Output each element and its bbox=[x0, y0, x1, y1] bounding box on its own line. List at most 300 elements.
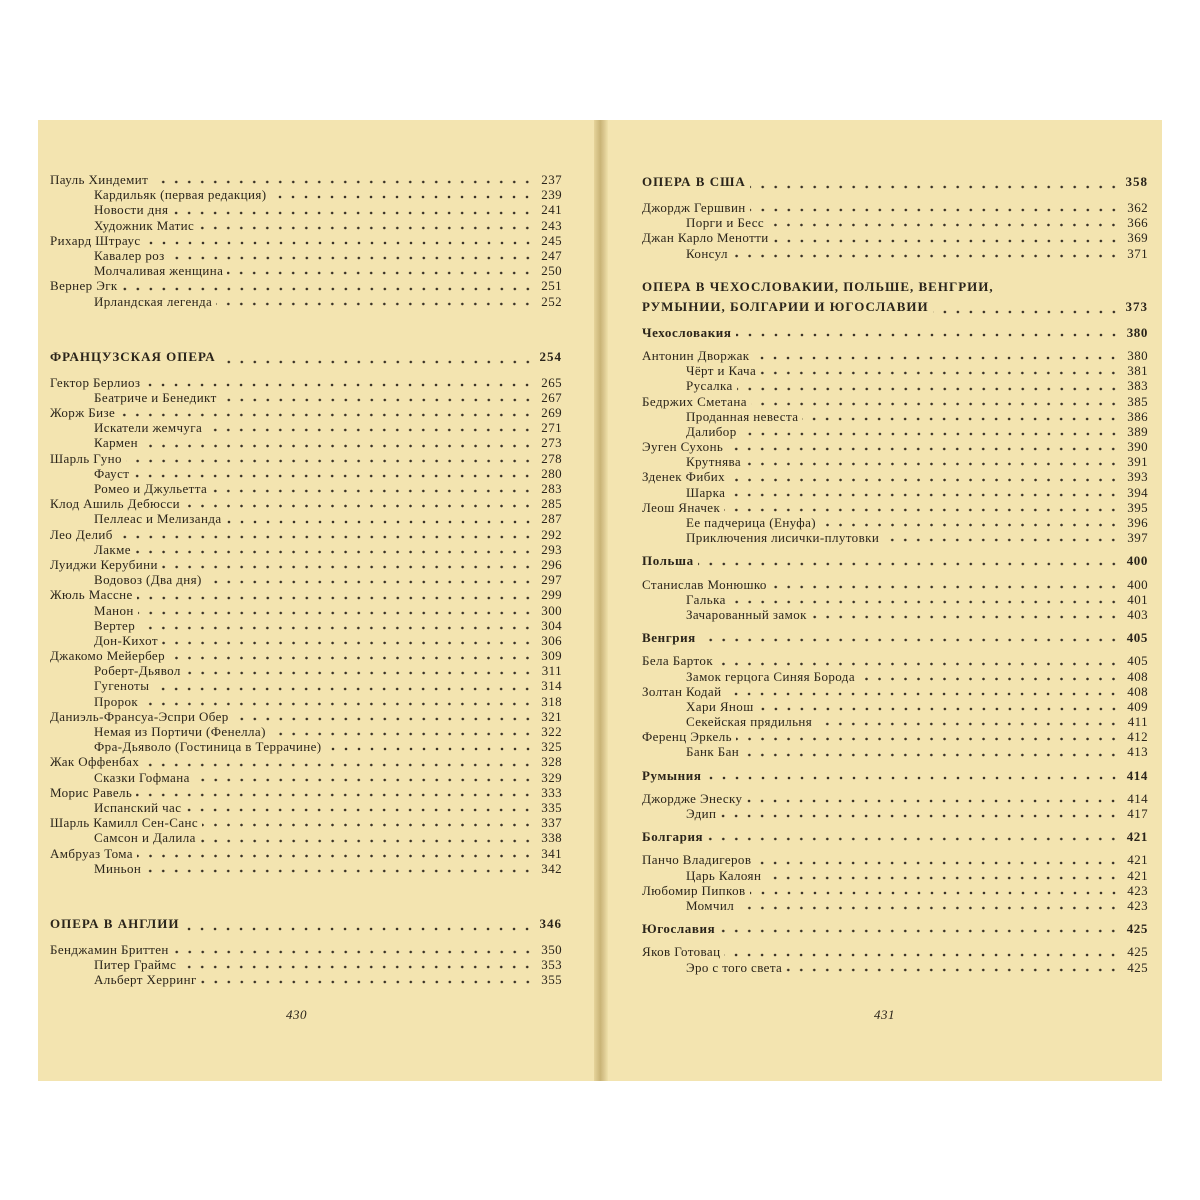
entry-title: Водовоз (Два дня) bbox=[94, 572, 202, 588]
toc-composer-entry bbox=[642, 684, 1148, 699]
toc-section-heading bbox=[642, 297, 1148, 317]
section-spacer bbox=[642, 545, 1148, 553]
entry-page-number: 396 bbox=[1127, 515, 1148, 530]
dot-leader bbox=[736, 737, 1120, 741]
toc-opera-entry bbox=[642, 530, 1148, 545]
table-of-contents-right bbox=[642, 172, 1148, 975]
entry-page-number: 421 bbox=[1127, 852, 1148, 868]
dot-leader bbox=[136, 793, 534, 797]
entry-page-number: 408 bbox=[1127, 668, 1148, 684]
entry-page-number: 247 bbox=[541, 247, 562, 263]
entry-page-number: 328 bbox=[541, 754, 562, 770]
entry-page-number: 322 bbox=[541, 724, 562, 739]
entry-title: Джордж Гершвин bbox=[642, 200, 746, 215]
entry-title: Станислав Монюшко bbox=[642, 576, 767, 592]
dot-leader bbox=[202, 823, 534, 827]
entry-page-number: 265 bbox=[541, 374, 562, 390]
dot-leader bbox=[326, 747, 535, 751]
dot-leader bbox=[200, 839, 534, 843]
dot-leader bbox=[765, 876, 1120, 880]
toc-opera-entry bbox=[50, 770, 562, 785]
entry-page-number: 421 bbox=[1126, 829, 1148, 845]
toc-opera-entry bbox=[642, 246, 1148, 261]
dot-leader bbox=[172, 211, 534, 215]
entry-page-number: 341 bbox=[541, 845, 562, 861]
toc-opera-entry bbox=[50, 972, 562, 987]
entry-page-number: 297 bbox=[541, 572, 562, 588]
entry-title: Ее падчерица (Енуфа) bbox=[686, 515, 816, 530]
dot-leader bbox=[162, 565, 534, 569]
entry-page-number: 425 bbox=[1127, 959, 1148, 975]
toc-composer-entry bbox=[50, 405, 562, 420]
dot-leader bbox=[698, 562, 1120, 566]
entry-page-number: 329 bbox=[541, 769, 562, 785]
entry-title: Вернер Эгк bbox=[50, 278, 118, 294]
entry-title: Бедржих Сметана bbox=[642, 393, 747, 409]
section-spacer bbox=[642, 317, 1148, 325]
toc-opera-entry bbox=[50, 511, 562, 526]
dot-leader bbox=[270, 195, 534, 199]
dot-leader bbox=[745, 462, 1120, 466]
section-spacer bbox=[50, 309, 562, 347]
section-spacer bbox=[642, 622, 1148, 630]
entry-page-number: 400 bbox=[1127, 576, 1148, 592]
entry-title: Вертер bbox=[94, 617, 136, 633]
entry-title: Антонин Дворжак bbox=[642, 347, 750, 363]
entry-page-number: 405 bbox=[1127, 653, 1148, 669]
entry-page-number: 304 bbox=[541, 617, 562, 633]
toc-opera-entry bbox=[642, 898, 1148, 913]
toc-opera-entry bbox=[50, 618, 562, 633]
entry-page-number: 409 bbox=[1127, 698, 1148, 714]
dot-leader bbox=[139, 626, 534, 630]
entry-page-number: 425 bbox=[1126, 921, 1148, 937]
entry-title: Крутнява bbox=[686, 454, 742, 470]
toc-composer-entry bbox=[642, 200, 1148, 215]
section-spacer bbox=[642, 936, 1148, 944]
entry-page-number: 250 bbox=[541, 263, 562, 279]
entry-page-number: 287 bbox=[541, 511, 562, 527]
entry-page-number: 373 bbox=[1125, 298, 1148, 314]
toc-composer-entry bbox=[642, 500, 1148, 515]
dot-leader bbox=[220, 360, 534, 364]
entry-page-number: 314 bbox=[541, 678, 562, 694]
entry-page-number: 358 bbox=[1125, 174, 1148, 189]
entry-title: Лакме bbox=[94, 541, 131, 557]
book-gutter bbox=[594, 120, 608, 1081]
entry-page-number: 397 bbox=[1127, 530, 1148, 546]
entry-title: Клод Ашиль Дебюсси bbox=[50, 496, 180, 512]
section-spacer bbox=[642, 783, 1148, 791]
toc-opera-entry bbox=[642, 669, 1148, 684]
entry-page-number: 325 bbox=[541, 739, 562, 755]
dot-leader bbox=[142, 444, 534, 448]
entry-page-number: 300 bbox=[541, 602, 562, 618]
toc-composer-entry bbox=[50, 527, 562, 542]
entry-page-number: 366 bbox=[1127, 215, 1148, 231]
dot-leader bbox=[133, 474, 534, 478]
entry-title: Джакомо Мейербер bbox=[50, 648, 166, 664]
entry-title: Манон bbox=[94, 602, 134, 618]
toc-opera-entry bbox=[50, 202, 562, 217]
entry-title: Русалка bbox=[686, 378, 733, 394]
entry-page-number: 254 bbox=[539, 348, 562, 364]
entry-page-number: 252 bbox=[541, 293, 562, 309]
entry-title: Хари Янош bbox=[686, 698, 754, 714]
toc-composer-entry bbox=[50, 785, 562, 800]
dot-leader bbox=[270, 732, 534, 736]
entry-title: Роберт-Дьявол bbox=[94, 663, 181, 679]
dot-leader bbox=[138, 611, 534, 615]
toc-composer-entry bbox=[50, 648, 562, 663]
toc-country-heading bbox=[642, 553, 1148, 568]
toc-country-heading bbox=[642, 325, 1148, 340]
toc-opera-entry bbox=[50, 694, 562, 709]
dot-leader bbox=[122, 287, 534, 291]
entry-title: Порги и Бесс bbox=[686, 215, 765, 231]
dot-leader bbox=[144, 383, 534, 387]
toc-composer-entry bbox=[642, 469, 1148, 484]
entry-title: Питер Граймс bbox=[94, 957, 177, 973]
dot-leader bbox=[755, 861, 1120, 865]
section-spacer bbox=[642, 569, 1148, 577]
entry-title: Секейская прядильня bbox=[686, 714, 813, 730]
dot-leader bbox=[746, 799, 1120, 803]
entry-page-number: 269 bbox=[541, 405, 562, 421]
entry-page-number: 280 bbox=[541, 465, 562, 481]
toc-composer-entry bbox=[642, 729, 1148, 744]
section-spacer bbox=[642, 844, 1148, 852]
entry-page-number: 350 bbox=[541, 941, 562, 957]
entry-page-number: 335 bbox=[541, 799, 562, 815]
toc-composer-entry bbox=[642, 944, 1148, 959]
toc-composer-entry bbox=[50, 815, 562, 830]
entry-title: Эуген Сухонь bbox=[642, 439, 724, 455]
entry-title: Кавалер роз bbox=[94, 247, 165, 263]
entry-title: Альберт Херринг bbox=[94, 972, 197, 988]
entry-page-number: 285 bbox=[541, 496, 562, 512]
section-spacer bbox=[50, 367, 562, 375]
dot-leader bbox=[771, 585, 1120, 589]
entry-page-number: 267 bbox=[541, 389, 562, 405]
entry-page-number: 311 bbox=[541, 663, 562, 679]
dot-leader bbox=[185, 671, 534, 675]
toc-opera-entry bbox=[50, 390, 562, 405]
toc-section-heading bbox=[50, 914, 562, 934]
dot-leader bbox=[227, 271, 534, 275]
toc-composer-entry bbox=[642, 883, 1148, 898]
dot-leader bbox=[724, 953, 1120, 957]
dot-leader bbox=[760, 371, 1120, 375]
dot-leader bbox=[773, 239, 1120, 243]
toc-opera-entry bbox=[50, 420, 562, 435]
dot-leader bbox=[169, 656, 534, 660]
entry-title: Польша bbox=[642, 553, 694, 569]
entry-page-number: 337 bbox=[541, 815, 562, 831]
entry-title: Ромео и Джульетта bbox=[94, 481, 208, 496]
entry-page-number: 296 bbox=[541, 556, 562, 572]
entry-title: Далибор bbox=[686, 423, 737, 439]
entry-page-number: 346 bbox=[539, 915, 562, 931]
entry-page-number: 309 bbox=[541, 648, 562, 664]
dot-leader bbox=[143, 763, 534, 767]
dot-leader bbox=[724, 508, 1120, 512]
toc-section-heading-line bbox=[642, 277, 1148, 297]
dot-leader bbox=[126, 459, 534, 463]
toc-country-heading bbox=[642, 768, 1148, 783]
dot-leader bbox=[859, 677, 1120, 681]
toc-composer-entry bbox=[50, 451, 562, 466]
toc-composer-entry bbox=[50, 709, 562, 724]
section-spacer bbox=[50, 876, 562, 914]
entry-page-number: 403 bbox=[1127, 606, 1148, 622]
toc-composer-entry bbox=[642, 577, 1148, 592]
table-of-contents-left bbox=[50, 172, 562, 987]
entry-page-number: 245 bbox=[541, 232, 562, 248]
toc-composer-entry bbox=[50, 233, 562, 248]
toc-opera-entry bbox=[642, 699, 1148, 714]
page-number-right: 431 bbox=[874, 1007, 895, 1022]
entry-title: Лео Делиб bbox=[50, 526, 113, 542]
toc-composer-entry bbox=[50, 496, 562, 511]
entry-title: Даниэль-Франсуа-Эспри Обер bbox=[50, 708, 229, 724]
entry-page-number: 394 bbox=[1127, 484, 1148, 500]
entry-page-number: 380 bbox=[1126, 324, 1148, 340]
entry-title: Зачарованный замок bbox=[686, 606, 807, 622]
entry-page-number: 390 bbox=[1127, 439, 1148, 455]
entry-page-number: 278 bbox=[541, 450, 562, 466]
entry-title: Консул bbox=[686, 245, 728, 261]
toc-opera-entry bbox=[50, 572, 562, 587]
toc-section-heading bbox=[642, 172, 1148, 192]
dot-leader bbox=[743, 753, 1120, 757]
dot-leader bbox=[753, 356, 1120, 360]
toc-opera-entry bbox=[50, 739, 562, 754]
entry-page-number: 362 bbox=[1127, 200, 1148, 215]
entry-title: Дон-Кихот bbox=[94, 632, 158, 648]
entry-page-number: 273 bbox=[541, 435, 562, 451]
entry-page-number: 411 bbox=[1127, 714, 1148, 730]
entry-title: Царь Калоян bbox=[686, 867, 762, 883]
toc-opera-entry bbox=[642, 363, 1148, 378]
entry-title: Жак Оффенбах bbox=[50, 754, 140, 770]
entry-page-number: 371 bbox=[1127, 245, 1148, 261]
entry-title: Проданная невеста bbox=[686, 408, 799, 424]
dot-leader bbox=[811, 615, 1120, 619]
toc-opera-entry bbox=[50, 187, 562, 202]
entry-title: ОПЕРА В АНГЛИИ bbox=[50, 915, 180, 931]
entry-page-number: 414 bbox=[1127, 790, 1148, 806]
entry-page-number: 380 bbox=[1127, 347, 1148, 363]
dot-leader bbox=[206, 428, 534, 432]
left-page bbox=[38, 120, 594, 1081]
toc-opera-entry bbox=[642, 714, 1148, 729]
entry-page-number: 425 bbox=[1127, 944, 1148, 960]
entry-page-number: 292 bbox=[541, 526, 562, 542]
entry-title: Пеллеас и Мелизанда bbox=[94, 511, 222, 527]
entry-page-number: 333 bbox=[541, 784, 562, 800]
entry-title: Рихард Штраус bbox=[50, 232, 141, 248]
dot-leader bbox=[725, 692, 1120, 696]
dot-leader bbox=[768, 223, 1120, 227]
entry-page-number: 237 bbox=[541, 172, 562, 187]
dot-leader bbox=[173, 950, 534, 954]
toc-opera-entry bbox=[642, 378, 1148, 393]
toc-composer-entry bbox=[50, 375, 562, 390]
entry-title: Эро с того света bbox=[686, 959, 783, 975]
entry-title: Новости дня bbox=[94, 202, 169, 218]
entry-page-number: 395 bbox=[1127, 499, 1148, 515]
dot-leader bbox=[750, 208, 1120, 212]
entry-title: Джордже Энеску bbox=[642, 790, 743, 806]
toc-country-heading bbox=[642, 630, 1148, 645]
entry-title: Шарль Камилл Сен-Санс bbox=[50, 815, 199, 831]
toc-section-heading bbox=[50, 347, 562, 367]
entry-title: Искатели жемчуга bbox=[94, 420, 203, 436]
dot-leader bbox=[802, 417, 1120, 421]
dot-leader bbox=[185, 808, 534, 812]
entry-title: Миньон bbox=[94, 860, 142, 876]
dot-leader bbox=[152, 180, 534, 184]
toc-composer-entry bbox=[50, 846, 562, 861]
entry-title: Замок герцога Синяя Борода bbox=[686, 668, 855, 684]
entry-title: Галька bbox=[686, 591, 726, 607]
entry-page-number: 338 bbox=[541, 830, 562, 846]
toc-opera-entry bbox=[50, 435, 562, 450]
dot-leader bbox=[729, 493, 1120, 497]
toc-opera-entry bbox=[642, 592, 1148, 607]
toc-opera-entry bbox=[50, 263, 562, 278]
dot-leader bbox=[142, 702, 534, 706]
dot-leader bbox=[736, 333, 1120, 337]
toc-opera-entry bbox=[50, 542, 562, 557]
dot-leader bbox=[820, 523, 1120, 527]
entry-title: Морис Равель bbox=[50, 784, 133, 800]
section-spacer bbox=[642, 821, 1148, 829]
toc-country-heading bbox=[642, 829, 1148, 844]
dot-leader bbox=[707, 837, 1120, 841]
open-book bbox=[38, 120, 1162, 1081]
entry-title: Немая из Портичи (Фенелла) bbox=[94, 724, 266, 739]
entry-title: Приключения лисички-плутовки bbox=[686, 530, 880, 546]
entry-title: Испанский час bbox=[94, 799, 182, 815]
dot-leader bbox=[117, 535, 534, 539]
entry-page-number: 400 bbox=[1126, 553, 1148, 569]
entry-title: Ференц Эркель bbox=[642, 729, 732, 745]
dot-leader bbox=[729, 478, 1120, 482]
entry-title: Чёрт и Кача bbox=[686, 363, 757, 379]
toc-opera-entry bbox=[50, 830, 562, 845]
entry-page-number: 321 bbox=[541, 708, 562, 724]
dot-leader bbox=[226, 520, 534, 524]
entry-page-number: 423 bbox=[1127, 882, 1148, 898]
dot-leader bbox=[201, 980, 534, 984]
entry-title: Любомир Пипков bbox=[642, 882, 746, 898]
entry-title: Панчо Владигеров bbox=[642, 852, 752, 868]
dot-leader bbox=[730, 600, 1120, 604]
entry-page-number: 417 bbox=[1127, 806, 1148, 821]
entry-title: Шарль Гуно bbox=[50, 450, 122, 466]
section-spacer bbox=[642, 192, 1148, 200]
entry-page-number: 241 bbox=[541, 202, 562, 218]
entry-title: ФРАНЦУЗСКАЯ ОПЕРА bbox=[50, 348, 216, 364]
toc-composer-entry bbox=[50, 278, 562, 293]
dot-leader bbox=[700, 638, 1120, 642]
toc-composer-entry bbox=[50, 587, 562, 602]
entry-title: Кардильяк (первая редакция) bbox=[94, 187, 267, 203]
dot-leader bbox=[737, 387, 1120, 391]
dot-leader bbox=[180, 965, 534, 969]
dot-leader bbox=[198, 226, 534, 230]
dot-leader bbox=[183, 927, 534, 931]
dot-leader bbox=[751, 402, 1120, 406]
toc-opera-entry bbox=[50, 481, 562, 496]
toc-opera-entry bbox=[642, 409, 1148, 424]
entry-title: Югославия bbox=[642, 921, 716, 937]
dot-leader bbox=[732, 254, 1120, 258]
section-spacer bbox=[642, 340, 1148, 348]
toc-opera-entry bbox=[50, 248, 562, 263]
toc-opera-entry bbox=[50, 294, 562, 309]
toc-opera-entry bbox=[642, 454, 1148, 469]
toc-composer-entry bbox=[50, 557, 562, 572]
toc-opera-entry bbox=[50, 466, 562, 481]
entry-page-number: 293 bbox=[541, 541, 562, 557]
section-spacer bbox=[642, 645, 1148, 653]
dot-leader bbox=[145, 241, 534, 245]
entry-page-number: 243 bbox=[541, 217, 562, 233]
section-spacer bbox=[642, 760, 1148, 768]
section-spacer bbox=[642, 913, 1148, 921]
dot-leader bbox=[211, 489, 534, 493]
toc-opera-entry bbox=[50, 603, 562, 618]
entry-page-number: 421 bbox=[1127, 867, 1148, 883]
toc-opera-entry bbox=[642, 806, 1148, 821]
entry-title: ОПЕРА В США bbox=[642, 174, 746, 189]
entry-title: Шарка bbox=[686, 484, 726, 500]
dot-leader bbox=[221, 398, 534, 402]
entry-page-number: 353 bbox=[541, 957, 562, 973]
entry-page-number: 413 bbox=[1127, 744, 1148, 760]
entry-page-number: 383 bbox=[1127, 378, 1148, 394]
toc-composer-entry bbox=[642, 394, 1148, 409]
dot-leader bbox=[750, 185, 1120, 189]
entry-title: Яков Готовац bbox=[642, 944, 721, 960]
toc-opera-entry bbox=[50, 633, 562, 648]
dot-leader bbox=[758, 707, 1120, 711]
dot-leader bbox=[184, 504, 534, 508]
entry-page-number: 423 bbox=[1127, 897, 1148, 913]
toc-composer-entry bbox=[642, 852, 1148, 867]
entry-page-number: 306 bbox=[541, 632, 562, 648]
entry-page-number: 299 bbox=[541, 587, 562, 603]
entry-title: Чехословакия bbox=[642, 324, 732, 340]
dot-leader bbox=[738, 906, 1120, 910]
entry-title: Зденек Фибих bbox=[642, 469, 725, 485]
entry-page-number: 342 bbox=[541, 860, 562, 876]
toc-composer-entry bbox=[50, 754, 562, 769]
toc-composer-entry bbox=[642, 348, 1148, 363]
entry-page-number: 408 bbox=[1127, 683, 1148, 699]
toc-composer-entry bbox=[50, 942, 562, 957]
toc-opera-entry bbox=[642, 868, 1148, 883]
entry-title: ОПЕРА В ЧЕХОСЛОВАКИИ, ПОЛЬШЕ, ВЕНГРИИ, bbox=[642, 278, 994, 294]
section-spacer bbox=[50, 934, 562, 942]
page-number-left: 430 bbox=[286, 1007, 307, 1022]
entry-title: Фауст bbox=[94, 465, 130, 481]
dot-leader bbox=[816, 722, 1120, 726]
entry-title: Момчил bbox=[686, 897, 735, 913]
